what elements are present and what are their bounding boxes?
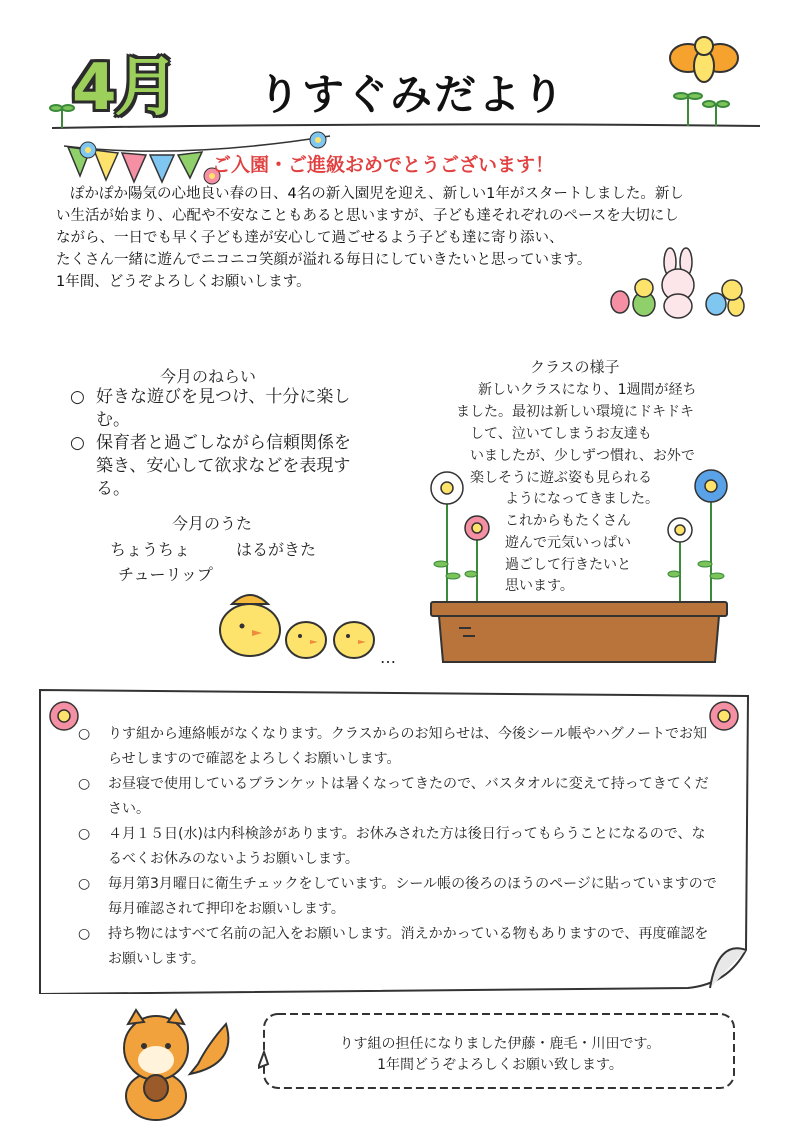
staff-message xyxy=(300,1034,700,1076)
notice-item xyxy=(78,822,718,872)
class-status-line: これからもたくさん xyxy=(505,513,631,529)
aim-text: 好きな遊びを見つけ、十分に楽しむ。 xyxy=(96,387,351,430)
greeting-line: ながら、一日でも早く子ども達が安心して過ごせるよう子ども達に寄り添い、 xyxy=(56,230,564,246)
circle-bullet-icon: ○ xyxy=(78,876,91,892)
class-status-line: ようになってきました。 xyxy=(505,491,659,507)
notice-item xyxy=(78,872,718,922)
class-status-line: 楽しそうに遊ぶ姿も見られる xyxy=(470,470,652,486)
notice-text: 持ち物にはすべて名前の記入をお願いします。消えかかっている物もありますので、再度確認をお願いします。 xyxy=(108,926,709,967)
song-item: はるがきた xyxy=(236,540,317,559)
class-status-title: クラスの様子 xyxy=(530,358,620,376)
class-status-line: 新しいクラスになり、1週間が経ち xyxy=(478,382,697,398)
class-status-line: 過ごして行きたいと xyxy=(505,557,631,573)
newsletter-title: りすぐみだより xyxy=(258,70,567,119)
greeting-body xyxy=(56,183,756,293)
songs-title: 今月のうた xyxy=(172,514,253,533)
aims-title: 今月のねらい xyxy=(160,367,257,386)
notice-item xyxy=(78,722,718,772)
chicks-ellipsis: … xyxy=(380,648,396,667)
aim-item xyxy=(70,386,360,432)
class-status-line: 思います。 xyxy=(505,578,574,594)
circle-bullet-icon: ○ xyxy=(70,433,85,453)
aim-item xyxy=(70,432,360,501)
flower-icon xyxy=(431,470,727,542)
notice-text: ４月１５日(水)は内科検診があります。お休みされた方は後日行ってもらうことになるので、なるべくお休みのないようお願いします。 xyxy=(108,826,706,867)
butterfly-icon xyxy=(670,37,738,82)
staff-message-line: りす組の担任になりました伊藤・鹿毛・川田です。 xyxy=(339,1036,661,1052)
notice-item xyxy=(78,772,718,822)
circle-bullet-icon: ○ xyxy=(78,926,91,942)
class-status-line: して、泣いてしまうお友達も xyxy=(470,426,652,442)
notice-text: お昼寝で使用しているブランケットは暑くなってきたので、バスタオルに変えて持ってきてください。 xyxy=(108,776,709,817)
notice-text: りす組から連絡帳がなくなります。クラスからのお知らせは、今後シール帳やハグノートでお知らせしますので確認をよろしくお願いします。 xyxy=(108,726,708,767)
greeting-line: 1年間、どうぞよろしくお願いします。 xyxy=(56,274,311,290)
class-status-line: ました。最初は新しい環境にドキドキ xyxy=(456,404,694,420)
notice-item xyxy=(78,922,718,972)
circle-bullet-icon: ○ xyxy=(70,387,85,407)
greeting-line: たくさん一緒に遊んでニコニコ笑顔が溢れる毎日にしていきたいと思っています。 xyxy=(56,252,592,268)
greeting-line: ぽかぽか陽気の心地良い春の日、4名の新入園児を迎え、新しい1年がスタートしました。新し xyxy=(70,186,684,202)
squirrel-illustration xyxy=(108,1004,238,1124)
staff-message-line: 1年間どうぞよろしくお願い致します。 xyxy=(377,1057,623,1073)
aim-text: 保育者と過ごしながら信頼関係を築き、安心して欲求などを表現する。 xyxy=(96,433,351,499)
song-item: ちょうちょ xyxy=(110,540,191,559)
circle-bullet-icon: ○ xyxy=(78,726,91,742)
song-item: チューリップ xyxy=(118,565,213,584)
circle-bullet-icon: ○ xyxy=(78,776,91,792)
class-status-line: いましたが、少しずつ慣れ、お外で xyxy=(470,448,695,464)
class-status-line: 遊んで元気いっぱい xyxy=(505,535,631,551)
notice-list xyxy=(78,722,718,972)
circle-bullet-icon: ○ xyxy=(78,826,91,842)
flower-planter-illustration xyxy=(425,464,735,670)
greeting-line: い生活が始まり、心配や不安なこともあると思いますが、子ども達それぞれのペースを大切にし xyxy=(56,208,679,224)
notice-text: 毎月第3月曜日に衛生チェックをしています。シール帳の後ろのほうのページに貼っていますので毎月確認されて押印をお願いします。 xyxy=(108,876,717,917)
aims-list xyxy=(70,386,360,501)
month-heading: 4月 xyxy=(72,51,177,125)
greeting-title: ご入園・ご進級おめでとうございます！ xyxy=(212,154,555,176)
